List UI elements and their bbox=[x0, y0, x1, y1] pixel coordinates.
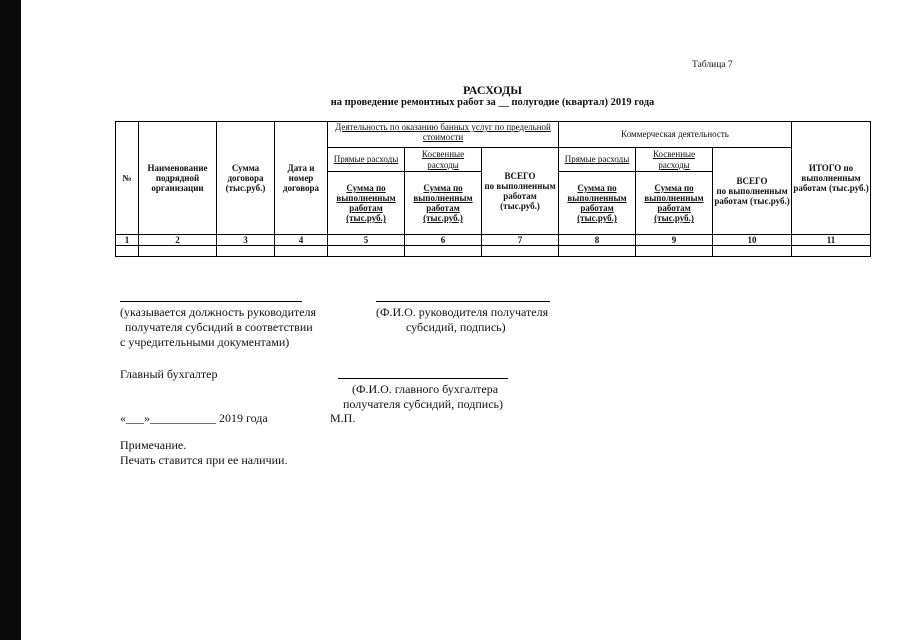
table-cell bbox=[275, 246, 328, 257]
table-row bbox=[116, 246, 871, 257]
column-number: 3 bbox=[217, 235, 275, 246]
column-number: 8 bbox=[559, 235, 636, 246]
table-cell bbox=[636, 246, 713, 257]
accountant-fio-caption-2: получателя субсидий, подпись) bbox=[343, 397, 504, 411]
head-position-caption: (указывается должность руководителя bbox=[120, 305, 317, 319]
accountant-fio-caption: (Ф.И.О. главного бухгалтера bbox=[352, 382, 499, 396]
head-fio-caption-2: субсидий, подпись) bbox=[406, 320, 506, 334]
table-cell bbox=[713, 246, 792, 257]
header-bath-total bbox=[482, 148, 559, 235]
column-number: 10 bbox=[713, 235, 792, 246]
header-group-commercial: Коммерческая деятельность bbox=[559, 122, 792, 148]
accountant-signature-line bbox=[338, 378, 508, 379]
header-bath-total-desc: по выполненным работам (тыс.руб.) bbox=[484, 180, 556, 212]
head-position-caption-2: получателя субсидий в соответствии bbox=[125, 320, 313, 334]
header-bath-indirect-sum: Сумма по выполненным работам (тыс.руб.) bbox=[405, 172, 482, 235]
column-number: 11 bbox=[792, 235, 871, 246]
column-number: 6 bbox=[405, 235, 482, 246]
table-cell bbox=[792, 246, 871, 257]
table-number-label: Таблица 7 bbox=[692, 60, 733, 70]
header-contract-sum: Сумма договора (тыс.руб.) bbox=[217, 122, 275, 235]
header-bath-indirect: Косвенные расходы bbox=[405, 148, 482, 172]
header-comm-total-desc: по выполненным работам (тыс.руб.) bbox=[714, 185, 790, 207]
header-total: ИТОГО по выполненным работам (тыс.руб.) bbox=[792, 122, 871, 235]
head-fio-signature-line bbox=[376, 301, 550, 302]
column-number: 4 bbox=[275, 235, 328, 246]
expenses-table bbox=[115, 121, 871, 257]
column-number: 2 bbox=[139, 235, 217, 246]
header-group-bath-services: Деятельность по оказанию банных услуг по предельной стоимости bbox=[328, 122, 559, 148]
stamp-place-label: М.П. bbox=[330, 411, 356, 425]
document-subtitle: на проведение ремонтных работ за __ полугодие (квартал) 2019 года bbox=[330, 97, 655, 108]
header-bath-total-title: ВСЕГО bbox=[504, 170, 536, 181]
head-position-caption-3: с учредительными документами) bbox=[120, 335, 290, 349]
header-comm-total-title: ВСЕГО bbox=[736, 175, 768, 186]
date-line: «___»___________ 2019 года bbox=[120, 411, 268, 425]
header-bath-direct-sum: Сумма по выполненным работам (тыс.руб.) bbox=[328, 172, 405, 235]
header-comm-indirect: Косвенные расходы bbox=[636, 148, 713, 172]
note-heading: Примечание. bbox=[120, 438, 187, 452]
column-number: 7 bbox=[482, 235, 559, 246]
table-cell bbox=[482, 246, 559, 257]
head-position-signature-line bbox=[120, 301, 302, 302]
table-cell bbox=[405, 246, 482, 257]
column-number-row bbox=[116, 235, 871, 246]
table-cell bbox=[139, 246, 217, 257]
header-number: № bbox=[116, 122, 139, 235]
table-cell bbox=[217, 246, 275, 257]
table-cell bbox=[328, 246, 405, 257]
table-cell bbox=[116, 246, 139, 257]
header-comm-total bbox=[713, 148, 792, 235]
column-number: 5 bbox=[328, 235, 405, 246]
table-cell bbox=[559, 246, 636, 257]
column-number: 9 bbox=[636, 235, 713, 246]
header-comm-direct: Прямые расходы bbox=[559, 148, 636, 172]
header-comm-direct-sum: Сумма по выполненным работам (тыс.руб.) bbox=[559, 172, 636, 235]
header-bath-direct: Прямые расходы bbox=[328, 148, 405, 172]
header-contract-date: Дата и номер договора bbox=[275, 122, 328, 235]
head-fio-caption: (Ф.И.О. руководителя получателя bbox=[376, 305, 549, 319]
chief-accountant-label: Главный бухгалтер bbox=[120, 367, 218, 381]
header-organization: Наименование подрядной организации bbox=[139, 122, 217, 235]
document-title: РАСХОДЫ bbox=[462, 83, 523, 97]
note-text: Печать ставится при ее наличии. bbox=[120, 453, 288, 467]
header-comm-indirect-sum: Сумма по выполненным работам (тыс.руб.) bbox=[636, 172, 713, 235]
column-number: 1 bbox=[116, 235, 139, 246]
